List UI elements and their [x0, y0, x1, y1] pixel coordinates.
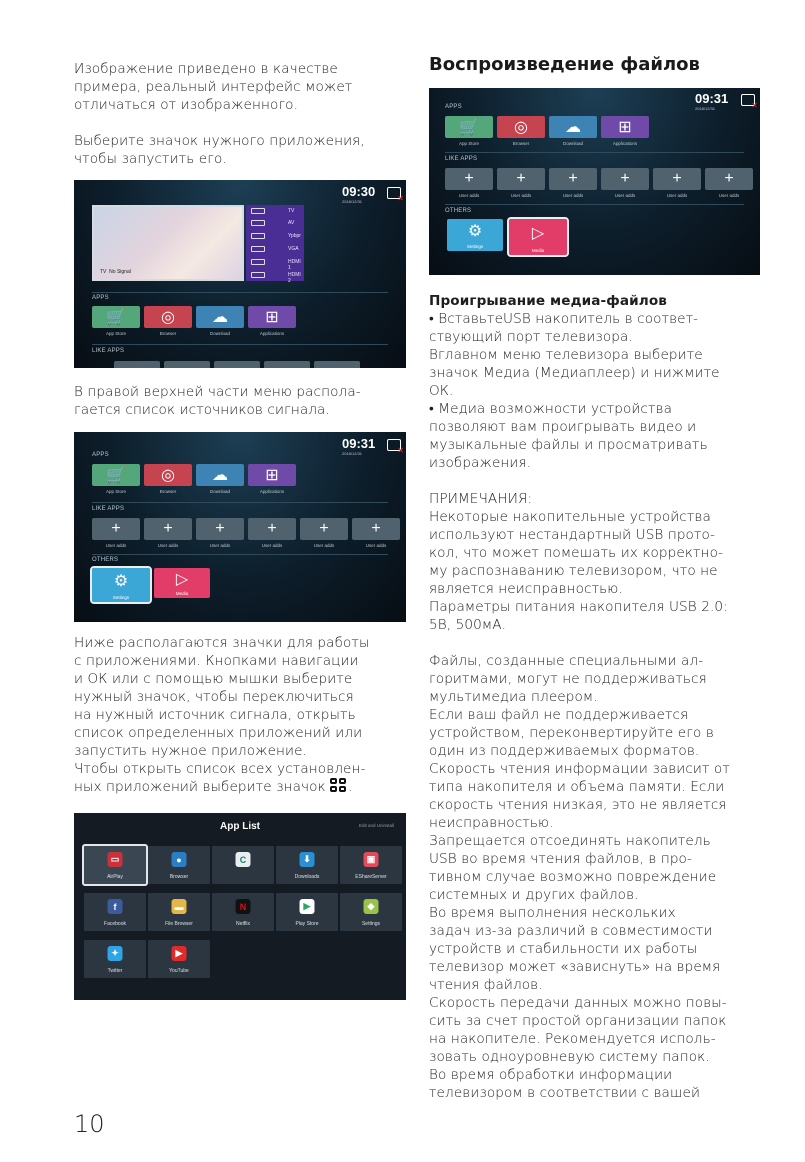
- plus-icon: +: [111, 520, 121, 537]
- left-text-1: [74, 60, 404, 114]
- paragraph: Выберите значок нужного приложения, чтобы запустить его.: [74, 133, 365, 167]
- section-label: APPS: [92, 452, 109, 458]
- like-app-tile[interactable]: [114, 361, 160, 368]
- source-label: HDMI 1: [288, 259, 301, 271]
- tile-caption: Download: [209, 331, 230, 336]
- divider: [92, 502, 388, 503]
- tile-caption: User adds: [157, 543, 179, 548]
- like-app-tile[interactable]: [196, 518, 244, 548]
- app-name: Settings: [361, 921, 381, 927]
- app-tile[interactable]: [148, 846, 210, 884]
- app-name: EShareServer: [355, 874, 387, 880]
- eshare-icon: ▣: [364, 852, 379, 867]
- like-app-tile[interactable]: [352, 518, 400, 548]
- media-icon: ▷: [175, 571, 189, 588]
- gear-icon: ⚙: [113, 573, 129, 590]
- no-signal-icon: [387, 439, 401, 451]
- cart-icon: 🛒: [106, 467, 126, 484]
- section-label: OTHERS: [92, 557, 119, 563]
- tile-caption: Settings: [466, 244, 484, 249]
- paragraph: Изображение приведено в качестве примера, реальный интерфейс может отличаться от изображенного.: [74, 61, 353, 113]
- airplay-icon: ▭: [108, 852, 123, 867]
- section-label: APPS: [92, 295, 109, 301]
- media-icon: ▷: [531, 225, 545, 242]
- tile-caption: Media: [175, 591, 189, 596]
- plus-icon: +: [215, 520, 225, 537]
- right-text-1: [429, 292, 769, 472]
- play-store-icon: ▶: [300, 899, 315, 914]
- tv-preview: [92, 205, 244, 281]
- app-tile-applications[interactable]: [248, 306, 296, 336]
- app-tile-app-store[interactable]: [445, 116, 493, 146]
- source-label: AV: [288, 220, 295, 226]
- app-name: Netflix: [236, 921, 250, 927]
- tile-caption: User adds: [209, 543, 231, 548]
- app-tile[interactable]: [84, 893, 146, 931]
- cart-icon: 🛒: [106, 309, 126, 326]
- plus-icon: +: [672, 170, 682, 187]
- plus-icon: +: [163, 520, 173, 537]
- like-app-tile[interactable]: [445, 168, 493, 198]
- app-name: Facebook: [104, 921, 126, 927]
- no-signal-icon: [741, 94, 755, 106]
- tile-settings[interactable]: [92, 568, 150, 602]
- left-text-3: [74, 383, 404, 419]
- app-tile[interactable]: [148, 893, 210, 931]
- clock: [695, 91, 728, 111]
- plus-icon: +: [620, 170, 630, 187]
- cloud-icon: ☁: [212, 309, 228, 326]
- app-tile-app-store[interactable]: [92, 464, 140, 494]
- paragraph: • ВставьтеUSB накопитель в соответ- ствующий порт телевизора. Вглавном меню телевизора выберите значок Медиа (Медиаплеер) и нижмите ОК. • Медиа возможности устройства позволяют вам проигрывать видео и музыкальные файлы и просматривать изображения.: [429, 311, 720, 471]
- tile-caption: User adds: [105, 543, 127, 548]
- right-text-3: [429, 652, 769, 1102]
- app-name: AirPlay: [107, 874, 123, 880]
- tile-caption: Browser: [159, 489, 177, 494]
- like-app-tile[interactable]: [92, 518, 140, 548]
- download-icon: ⬇: [300, 852, 315, 867]
- divider: [92, 344, 388, 345]
- like-app-tile[interactable]: [264, 361, 310, 368]
- clock-time: 09:30: [342, 184, 376, 199]
- grid-icon: ⊞: [618, 119, 632, 136]
- like-app-tile[interactable]: [314, 361, 360, 368]
- source-item[interactable]: [246, 217, 304, 229]
- like-app-tile[interactable]: [653, 168, 701, 198]
- app-tile-download[interactable]: [549, 116, 597, 146]
- no-signal-icon: [387, 187, 401, 199]
- app-tile-download[interactable]: [196, 306, 244, 336]
- screenshot-sources: [74, 180, 406, 368]
- divider: [445, 204, 744, 205]
- cart-icon: 🛒: [459, 119, 479, 136]
- source-item[interactable]: [246, 205, 304, 217]
- app-name: Twitter: [107, 968, 123, 974]
- tile-caption: User adds: [261, 543, 283, 548]
- screenshot-media: [429, 88, 760, 275]
- tile-caption: Applications: [612, 141, 638, 146]
- tile-caption: User adds: [718, 193, 740, 198]
- c-logo-icon: C: [236, 852, 251, 867]
- source-label: TV: [288, 208, 295, 214]
- tile-caption: Settings: [112, 595, 130, 600]
- tv-icon: [251, 208, 265, 214]
- left-text-4: [74, 634, 410, 796]
- sub-heading: Проигрывание медиа-файлов: [429, 293, 667, 309]
- app-tile[interactable]: [212, 846, 274, 884]
- gear-icon: ⚙: [467, 223, 483, 240]
- source-item[interactable]: [246, 256, 304, 271]
- vga-icon: [251, 246, 265, 252]
- section-label: LIKE APPS: [92, 506, 125, 512]
- tile-caption: User adds: [562, 193, 584, 198]
- app-tile[interactable]: [276, 893, 338, 931]
- tile-caption: User adds: [510, 193, 532, 198]
- hdmi-icon: [251, 272, 265, 278]
- youtube-icon: ▶: [172, 946, 187, 961]
- clock-time: 09:31: [695, 91, 729, 106]
- clock-date: 2018/12/31: [695, 106, 716, 111]
- tile-caption: Applications: [259, 331, 285, 336]
- section-label: APPS: [445, 104, 462, 110]
- source-list: [246, 205, 304, 284]
- grid-icon: ⊞: [265, 309, 279, 326]
- section-label: LIKE APPS: [92, 348, 125, 354]
- hdmi-icon: [251, 259, 265, 265]
- tile-caption: App Store: [458, 141, 479, 146]
- app-tile-download[interactable]: [196, 464, 244, 494]
- source-label: HDMI 2: [288, 272, 301, 284]
- divider: [92, 292, 388, 293]
- tile-caption: User adds: [666, 193, 688, 198]
- tile-caption: App Store: [105, 331, 126, 336]
- plus-icon: +: [267, 520, 277, 537]
- app-tile-browser[interactable]: [497, 116, 545, 146]
- like-app-tile[interactable]: [705, 168, 753, 198]
- plus-icon: +: [516, 170, 526, 187]
- source-label: Ypbpr: [288, 233, 301, 239]
- globe-icon: ●: [172, 852, 187, 867]
- edit-hint: Edit and Uninstall: [358, 823, 394, 828]
- source-item[interactable]: [246, 230, 304, 242]
- tile-media[interactable]: [509, 219, 567, 255]
- applications-grid-icon: [330, 778, 348, 794]
- facebook-icon: f: [108, 899, 123, 914]
- app-tile[interactable]: [212, 893, 274, 931]
- screenshot-home: [74, 432, 406, 622]
- plus-icon: +: [464, 170, 474, 187]
- plus-icon: +: [319, 520, 329, 537]
- cloud-icon: ☁: [212, 467, 228, 484]
- tile-caption: Applications: [259, 489, 285, 494]
- tile-caption: Media: [531, 248, 545, 253]
- app-list-title: App List: [220, 821, 260, 832]
- section-heading: Воспроизведение файлов: [429, 54, 700, 75]
- tile-caption: User adds: [313, 543, 335, 548]
- plus-icon: +: [568, 170, 578, 187]
- cloud-icon: ☁: [565, 119, 581, 136]
- page-number: 10: [74, 1110, 105, 1138]
- like-app-tile[interactable]: [214, 361, 260, 368]
- left-text-2: [74, 132, 404, 168]
- clock: [342, 184, 375, 204]
- tile-caption: Browser: [159, 331, 177, 336]
- paragraph: Файлы, созданные специальными ал- горитмами, могут не поддерживаться мультимедиа плеером. Если ваш файл не поддерживается устройством, переконвертируйте его в один из поддерживаемых форматов. Скорость чтения информации зависит от типа накопителя и объема памяти. Если скорость чтения низкая, это не является неисправностью. Запрещается отсоединять накопитель USB во время чтения файлов, в про- тивном случае возможно повреждение системных и других файлов. Во время выполнения нескольких задач из-за различий в совместимости устройств и стабильности их работы телевизор может «зависнуть» на время чтения файлов. Скорость передачи данных можно повы- сить за счет простой организации папок на накопителе. Рекомендуется исполь- зовать одноуровневую систему папок. Во время обработки информации телевизором в соответствии с вашей: [429, 653, 730, 1101]
- paragraph: В правой верхней части меню распола- гается список источников сигнала.: [74, 384, 361, 418]
- screenshot-app-list: [74, 813, 406, 1000]
- tile-settings[interactable]: [447, 219, 503, 251]
- like-app-tile[interactable]: [601, 168, 649, 198]
- clock-date: 2018/12/31: [342, 199, 363, 204]
- grid-icon: ⊞: [265, 467, 279, 484]
- paragraph: [74, 634, 410, 796]
- app-tile-applications[interactable]: [248, 464, 296, 494]
- app-tile-app-store[interactable]: [92, 306, 140, 336]
- like-app-tile[interactable]: [144, 518, 192, 548]
- plus-icon: +: [371, 520, 381, 537]
- twitter-icon: ✦: [108, 946, 123, 961]
- app-name: YouTube: [169, 968, 189, 974]
- preview-label: TV: [100, 269, 107, 275]
- android-icon: ◆: [364, 899, 379, 914]
- preview-status: [100, 269, 131, 275]
- tile-caption: User adds: [614, 193, 636, 198]
- source-item[interactable]: [246, 243, 304, 255]
- divider: [445, 152, 744, 153]
- app-tile-applications[interactable]: [601, 116, 649, 146]
- like-app-tile[interactable]: [549, 168, 597, 198]
- browser-icon: ◎: [514, 119, 528, 136]
- tile-caption: Browser: [512, 141, 530, 146]
- source-item[interactable]: [246, 269, 304, 284]
- paragraph: ПРИМЕЧАНИЯ: Некоторые накопительные устройства используют нестандартный USB прото- кол, что может помешать их корректно- му распознаванию телевизором, что не является неисправностью. Параметры питания накопителя USB 2.0: 5В, 500мА.: [429, 491, 728, 633]
- tile-caption: Download: [562, 141, 583, 146]
- folder-icon: ▬: [172, 899, 187, 914]
- tile-caption: User adds: [365, 543, 387, 548]
- section-label: OTHERS: [445, 208, 472, 214]
- app-tile[interactable]: [84, 940, 146, 978]
- right-text-2: [429, 490, 769, 634]
- tile-caption: User adds: [458, 193, 480, 198]
- like-app-tile[interactable]: [248, 518, 296, 548]
- tile-caption: Download: [209, 489, 230, 494]
- app-tile[interactable]: [340, 893, 402, 931]
- like-app-tile[interactable]: [497, 168, 545, 198]
- tile-media[interactable]: [154, 568, 210, 598]
- app-tile-browser[interactable]: [144, 306, 192, 336]
- app-tile[interactable]: [148, 940, 210, 978]
- like-app-tile[interactable]: [300, 518, 348, 548]
- app-name: Play Store: [295, 921, 319, 927]
- browser-icon: ◎: [161, 467, 175, 484]
- preview-status-text: No Signal: [109, 269, 131, 275]
- browser-icon: ◎: [161, 309, 175, 326]
- app-name: Browser: [169, 874, 189, 880]
- like-app-tile[interactable]: [164, 361, 210, 368]
- plus-icon: +: [724, 170, 734, 187]
- section-label: LIKE APPS: [445, 156, 478, 162]
- paragraph-text: Ниже располагаются значки для работы с приложениями. Кнопками навигации и ОК или с помощью мышки выберите нужный значок, чтобы переключиться на нужный источник сигнала, открыть список определенных приложений или запустить нужное приложение. Чтобы открыть список всех установлен- ных приложений выберите значок: [74, 635, 370, 795]
- clock-date: 2018/12/31: [342, 451, 363, 456]
- app-tile[interactable]: [340, 846, 402, 884]
- app-name: File Browser: [165, 921, 193, 927]
- clock-time: 09:31: [342, 436, 376, 451]
- tile-caption: App Store: [105, 489, 126, 494]
- app-tile-browser[interactable]: [144, 464, 192, 494]
- app-tile[interactable]: [84, 846, 146, 884]
- divider: [92, 554, 388, 555]
- app-name: Downloads: [294, 874, 320, 880]
- av-icon: [251, 220, 265, 226]
- paragraph-end: .: [348, 779, 353, 795]
- app-tile[interactable]: [276, 846, 338, 884]
- source-label: VGA: [288, 246, 299, 252]
- clock: [342, 436, 375, 456]
- ypbpr-icon: [251, 233, 265, 239]
- netflix-icon: N: [236, 899, 251, 914]
